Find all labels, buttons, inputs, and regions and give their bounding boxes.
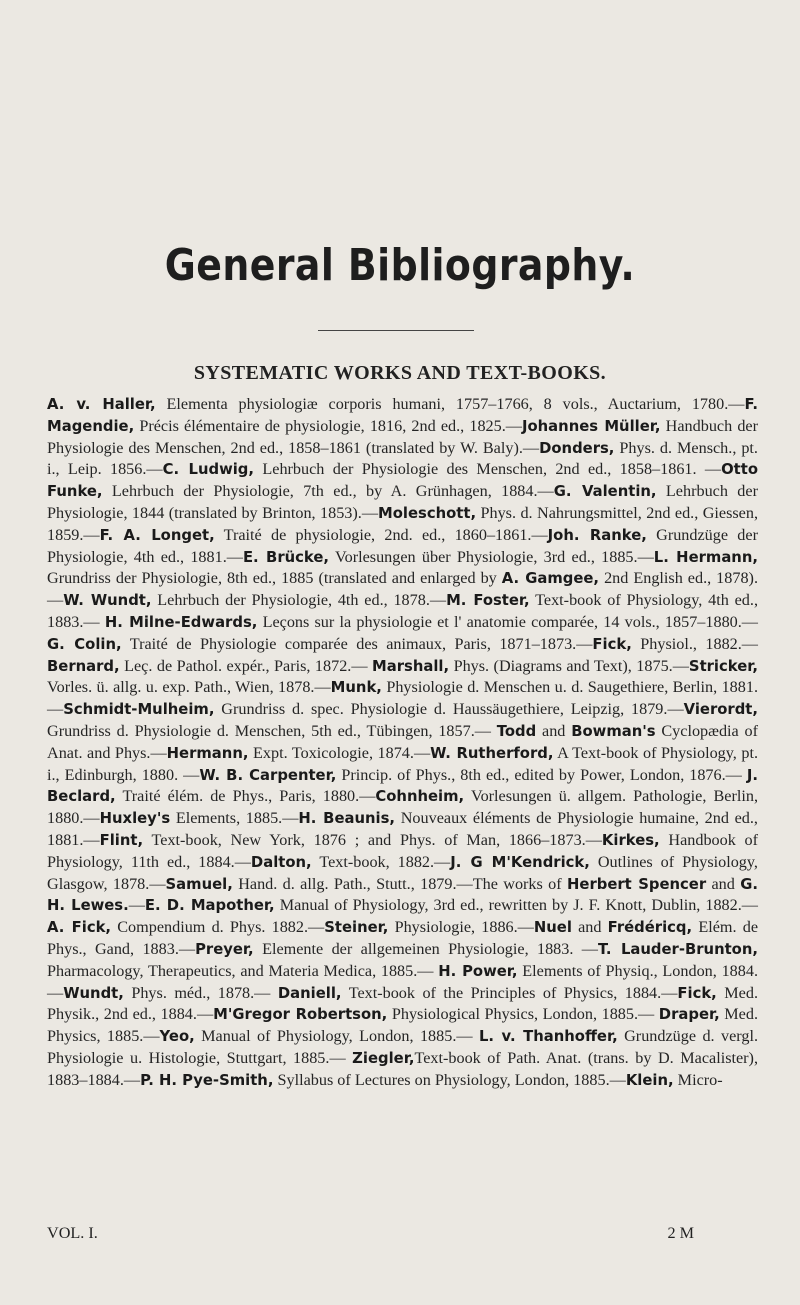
entry-author: Frédéricq, — [607, 919, 693, 937]
entry-author: G. H. Lewes. — [47, 875, 759, 915]
entry-text: Hand. d. allg. Path., Stutt., 1879.—The works of — [232, 874, 568, 893]
entry-author: G. Valentin, — [553, 483, 657, 501]
title-divider — [318, 330, 474, 331]
entry-author: F. A. Longet, — [99, 526, 215, 544]
entry-text: Lehrbuch der Physiologie, 4th ed., 1878.— — [151, 591, 447, 610]
entry-author: Joh. Ranke, — [547, 526, 647, 544]
entry-author: W. Rutherford, — [430, 744, 554, 762]
entry-author: Kirkes, — [601, 831, 660, 849]
entry-text: Text-book, 1882.— — [311, 852, 451, 871]
entry-text: Grundzüge d. vergl. Physiologie u. Histologie, Stuttgart, 1885.— — [47, 1027, 759, 1067]
entry-author: Fick, — [592, 635, 632, 653]
entry-author: A. Fick, — [47, 919, 112, 937]
entry-text: Text-book of Physiology, 4th ed., 1883.— — [47, 591, 758, 631]
entry-text: and — [571, 918, 608, 937]
entry-author: F. Magendie, — [47, 396, 758, 435]
entry-author: Cohnheim, — [375, 788, 465, 806]
entry-author: Moleschott, — [378, 504, 477, 522]
entry-text: Grundriss d. Physiologie d. Menschen, 5th ed., Tübingen, 1857.— — [47, 721, 497, 740]
entry-text: and — [706, 874, 741, 893]
entry-text: 2nd English ed., 1878).— — [47, 569, 758, 610]
entry-text: Handbuch der Physiologie des Menschen, 2nd ed., 1858–1861 (translated by W. Baly).— — [47, 416, 759, 457]
entry-text: Expt. Toxicologie, 1874.— — [248, 743, 431, 762]
entry-author: Johannes Müller, — [521, 417, 661, 435]
entry-text: Physiologie d. Menschen u. d. Saugethiere, Berlin, 1881. — — [47, 678, 758, 719]
entry-author: Herbert Spencer — [567, 875, 707, 893]
entry-text: Leçons sur la physiologie et l' anatomie comparée, 14 vols., 1857–1880.— — [257, 612, 758, 631]
entry-text: Leç. de Pathol. expér., Paris, 1872.— — [119, 656, 372, 675]
entry-author: Schmidt-Mulheim, — [63, 701, 215, 719]
entry-text: Grundriss der Physiologie, 8th ed., 1885 (translated and enlarged by — [47, 569, 502, 588]
entry-text: Lehrbuch der Physiologie des Menschen, 2nd ed., 1858–1861. — — [254, 460, 722, 479]
entry-author: E. Brücke, — [242, 548, 330, 566]
entry-text: Vorlesungen über Physiologie, 3rd ed., 1885.— — [329, 547, 654, 566]
entry-text: Syllabus of Lectures on Physiology, London, 1885.— — [273, 1070, 626, 1089]
section-heading: SYSTEMATIC WORKS AND TEXT-BOOKS. — [193, 362, 607, 384]
entry-text: Traité élém. de Phys., Paris, 1880.— — [115, 787, 376, 806]
entry-text: Cyclopædia of Anat. and Phys.— — [47, 721, 758, 762]
entry-author: P. H. Pye-Smith, — [140, 1071, 274, 1089]
entry-text: Elementa physiologiæ corporis humani, 1757–1766, 8 vols., Auctarium, 1780.— — [155, 395, 745, 413]
entry-author: Yeo, — [159, 1028, 195, 1046]
entry-author: Draper, — [658, 1006, 720, 1024]
entry-author: Dalton, — [250, 853, 312, 871]
entry-author: Vierordt, — [683, 701, 758, 719]
entry-text: Lehrbuch der Physiologie, 7th ed., by A. Grünhagen, 1884.— — [102, 482, 554, 501]
entry-text: Traité de physiologie, 2nd. ed., 1860–1861.— — [214, 525, 548, 544]
entry-text: Vorles. ü. allg. u. exp. Path., Wien, 1878.— — [47, 678, 331, 697]
entry-author: E. D. Mapother, — [144, 897, 275, 915]
entry-author: Todd — [496, 722, 537, 740]
entry-author: Donders, — [539, 439, 615, 457]
volume-number: VOL. I. — [47, 1224, 98, 1242]
entry-text: Grundriss d. spec. Physiologie d. Haussäugethiere, Leipzig, 1879.— — [214, 700, 684, 719]
entry-text: Grundzüge der Physiologie, 4th ed., 1881.— — [47, 525, 758, 566]
entry-author: T. Lauder-Brunton, — [598, 940, 759, 958]
entry-text: Handbook of Physiology, 11th ed., 1884.— — [47, 830, 759, 871]
entry-author: Bernard, — [47, 657, 120, 675]
entry-text: Phys. d. Nahrungsmittel, 2nd ed., Giessen, 1859.— — [47, 503, 758, 544]
entry-text: Manual of Physiology, 3rd ed., rewritten by J. F. Knott, Dublin, 1882.— — [274, 896, 758, 915]
entry-author: Klein, — [625, 1071, 674, 1089]
entry-author: H. Milne-Edwards, — [104, 613, 258, 631]
entry-text: Phys. (Diagrams and Text), 1875.— — [449, 656, 689, 675]
printer-signature: 2 M — [667, 1224, 694, 1242]
entry-text: Text-book of the Principles of Physics, 1884.— — [341, 983, 678, 1002]
entry-author: Hermann, — [166, 744, 249, 762]
entry-text: Text-book, New York, 1876 ; and Phys. of Man, 1866–1873.— — [143, 830, 602, 849]
entry-text: Physiologie, 1886.— — [388, 918, 534, 937]
entry-author: Daniell, — [277, 984, 342, 1002]
entry-text: Lehrbuch der Physiologie, 1844 (translated by Brinton, 1853).— — [47, 482, 758, 522]
entry-author: M. Foster, — [446, 592, 530, 610]
entry-text: Med. Physik., 2nd ed., 1884.— — [47, 983, 758, 1024]
entry-author: Huxley's — [99, 810, 171, 828]
entry-text: Phys. méd., 1878.— — [123, 983, 278, 1002]
entry-text: Vorlesungen ü. allgem. Pathologie, Berlin, 1880.— — [47, 787, 758, 828]
entry-author: Bowman's — [571, 722, 656, 740]
entry-text: Physiological Physics, London, 1885.— — [387, 1005, 659, 1024]
entry-author: Samuel, — [165, 875, 233, 893]
entry-author: Steiner, — [324, 919, 389, 937]
entry-author: L. v. Thanhoffer, — [478, 1028, 618, 1046]
entry-author: Preyer, — [195, 940, 254, 958]
entry-text: Outlines of Physiology, Glasgow, 1878.— — [47, 852, 758, 893]
entry-text: Text-book of Path. Anat. (trans. by D. Macalister), 1883–1884.— — [47, 1048, 758, 1089]
entry-text: Princip. of Phys., 8th ed., edited by Power, London, 1876.— — [336, 765, 747, 784]
entry-author: A. Gamgee, — [501, 570, 600, 588]
entry-author: W. Wundt, — [63, 592, 152, 610]
entry-text: Nouveaux éléments de Physiologie humaine, 2nd ed., 1881.— — [47, 809, 758, 849]
entry-author: Wundt, — [63, 984, 124, 1002]
entry-author: L. Hermann, — [653, 548, 758, 566]
entry-text: Traité de Physiologie comparée des animaux, Paris, 1871–1873.— — [121, 634, 593, 653]
entry-text: Elements of Physiq., London, 1884.— — [47, 961, 758, 1002]
entry-author: M'Gregor Robertson, — [213, 1006, 388, 1024]
entry-text: and — [536, 721, 572, 740]
entry-author: H. Beaunis, — [298, 810, 396, 828]
entry-text: Manual of Physiology, London, 1885.— — [194, 1027, 479, 1046]
entry-text: Compendium d. Phys. 1882.— — [111, 918, 325, 937]
entry-text: Micro- — [673, 1070, 723, 1089]
entry-text: Elemente der allgemeinen Physiologie, 1883. — — [253, 939, 598, 958]
entry-author: Otto Funke, — [47, 461, 758, 501]
entry-author: Stricker, — [688, 657, 758, 675]
entry-author: J. Beclard, — [47, 766, 759, 806]
entry-text: — — [128, 896, 145, 915]
entry-author: W. B. Carpenter, — [199, 766, 337, 784]
entry-author: J. G M'Kendrick, — [450, 853, 590, 871]
entry-text: Med. Physics, 1885.— — [47, 1005, 759, 1046]
entry-text: Elements, 1885.— — [170, 809, 299, 828]
entry-author: C. Ludwig, — [162, 461, 255, 479]
entry-text: Pharmacology, Therapeutics, and Materia Medica, 1885.— — [47, 961, 439, 980]
entry-text: Phys. d. Mensch., pt. i., Leip. 1856.— — [47, 438, 758, 479]
page-title: General Bibliography. — [164, 240, 636, 291]
entry-author: A. v. Haller, — [47, 396, 156, 413]
entry-author: G. Colin, — [47, 635, 122, 653]
bibliography-text — [47, 394, 758, 1092]
entry-author: Flint, — [99, 831, 144, 849]
entry-text: Précis élémentaire de physiologie, 1816, 2nd ed., 1825.— — [134, 416, 522, 435]
entry-text: Elém. de Phys., Gand, 1883.— — [47, 918, 758, 958]
entry-text: Physiol., 1882.— — [631, 634, 758, 653]
entry-author: Fick, — [677, 984, 717, 1002]
entry-author: Nuel — [533, 919, 572, 937]
entry-author: Marshall, — [372, 657, 450, 675]
entry-author: Munk, — [330, 679, 382, 697]
entry-text: A Text-book of Physiology, pt. i., Edinburgh, 1880. — — [47, 743, 759, 784]
entry-author: H. Power, — [438, 962, 518, 980]
entry-author: Ziegler, — [352, 1049, 415, 1067]
